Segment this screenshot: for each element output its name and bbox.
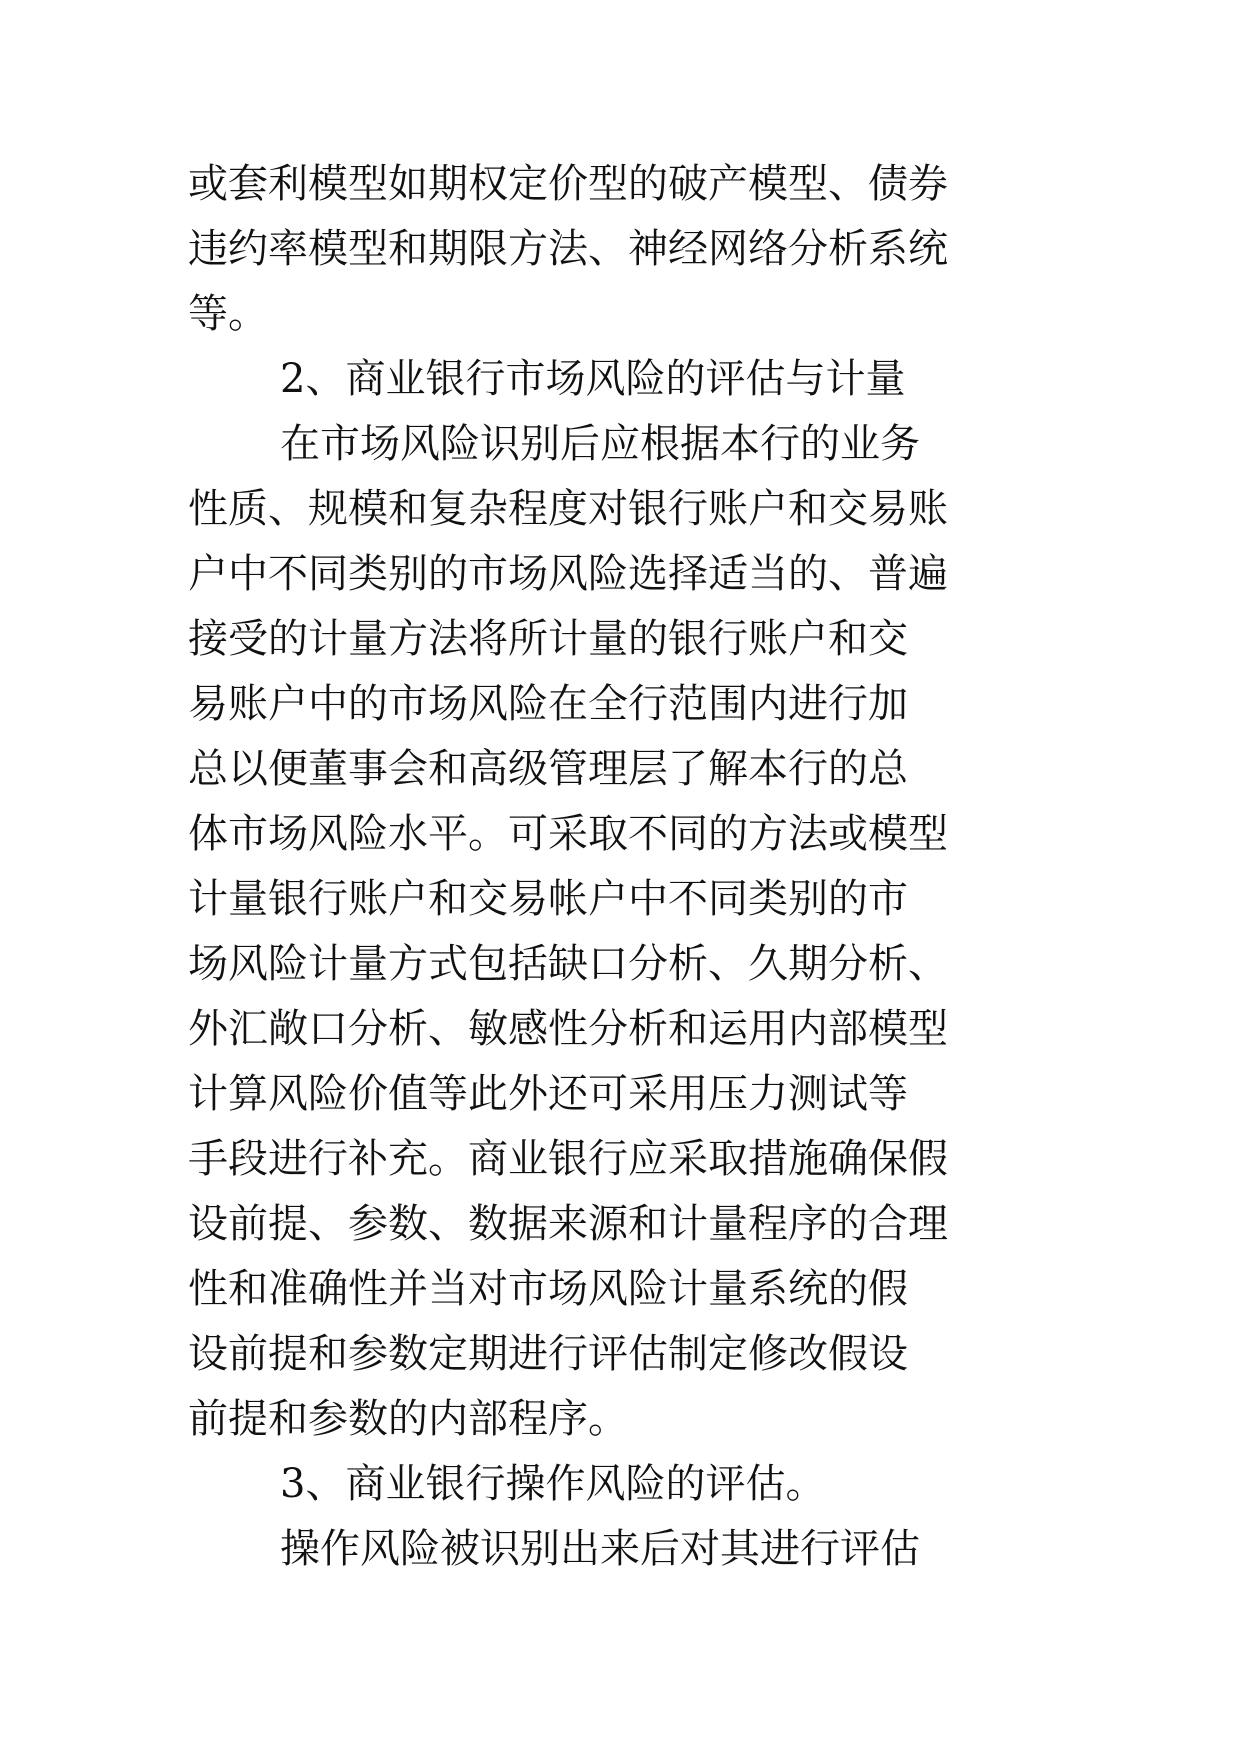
text-line: 总以便董事会和高级管理层了解本行的总 <box>188 746 908 792</box>
text-line: 或套利模型如期权定价型的破产模型、债券 <box>188 161 948 207</box>
text-line: 易账户中的市场风险在全行范围内进行加 <box>188 681 908 727</box>
text-line: 户中不同类别的市场风险选择适当的、普遍 <box>188 551 948 597</box>
text-line: 性和准确性并当对市场风险计量系统的假 <box>188 1266 908 1312</box>
text-line: 计算风险价值等此外还可采用压力测试等 <box>188 1071 908 1117</box>
text-line: 违约率模型和期限方法、神经网络分析系统 <box>188 226 948 272</box>
text-line: 场风险计量方式包括缺口分析、久期分析、 <box>188 941 948 987</box>
text-line: 设前提、参数、数据来源和计量程序的合理 <box>188 1201 948 1247</box>
text-line: 手段进行补充。商业银行应采取措施确保假 <box>188 1136 948 1182</box>
text-line: 计量银行账户和交易帐户中不同类别的市 <box>188 876 908 922</box>
body-text <box>188 152 1108 1582</box>
section-heading: 3、商业银行操作风险的评估。 <box>280 1461 826 1507</box>
text-line: 性质、规模和复杂程度对银行账户和交易账 <box>188 486 948 532</box>
text-line: 体市场风险水平。可采取不同的方法或模型 <box>188 811 948 857</box>
text-line: 接受的计量方法将所计量的银行账户和交 <box>188 616 908 662</box>
text-line: 外汇敞口分析、敏感性分析和运用内部模型 <box>188 1006 948 1052</box>
text-line: 等。 <box>188 291 268 337</box>
text-line: 前提和参数的内部程序。 <box>188 1396 628 1442</box>
text-line: 设前提和参数定期进行评估制定修改假设 <box>188 1331 908 1377</box>
paragraph-first-line: 在市场风险识别后应根据本行的业务 <box>280 421 920 467</box>
section-heading: 2、商业银行市场风险的评估与计量 <box>280 356 906 402</box>
paragraph-first-line: 操作风险被识别出来后对其进行评估 <box>280 1526 920 1572</box>
